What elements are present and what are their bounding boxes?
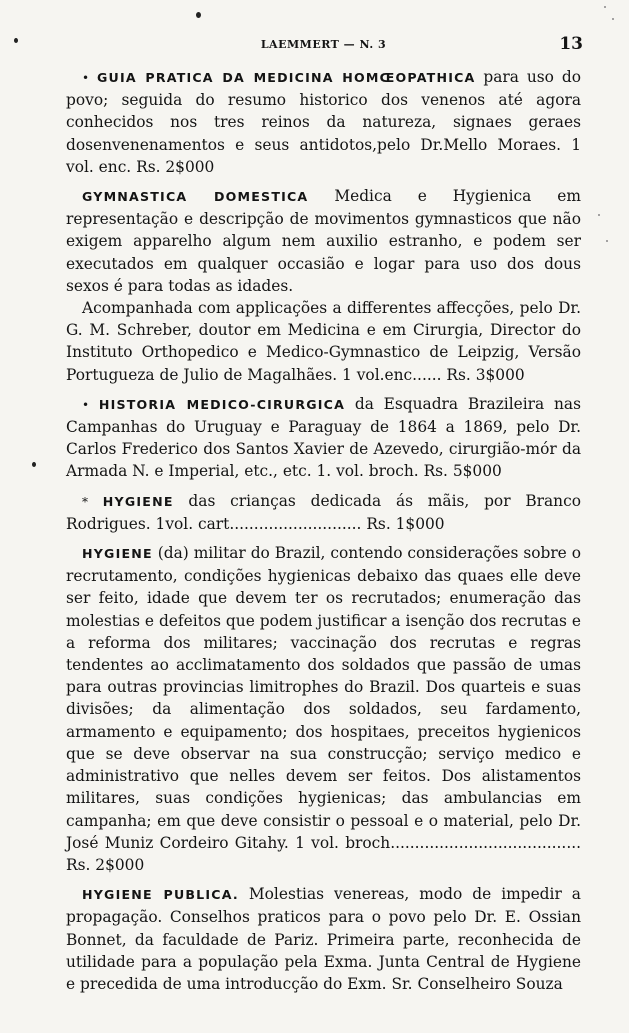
entry-heading: GUIA PRATICA DA MEDICINA HOMŒOPATHICA xyxy=(97,70,476,85)
speck xyxy=(606,240,608,242)
speck xyxy=(612,18,614,20)
catalog-entry xyxy=(66,542,581,876)
entry-heading: HISTORIA MEDICO-CIRURGICA xyxy=(98,396,346,412)
catalog-entry xyxy=(66,185,581,386)
entry-heading: HYGIENE xyxy=(82,546,153,562)
margin-dot-left xyxy=(14,38,18,43)
entry-price: Rs. 2$000 xyxy=(136,157,215,176)
book-page xyxy=(66,30,581,1002)
entry-price: Rs. 3$000 xyxy=(446,365,525,384)
catalog-entry xyxy=(66,883,581,995)
entry-price: Rs. 1$000 xyxy=(366,514,445,533)
catalog-entry xyxy=(66,490,581,535)
entry-body: Molestias venereas, modo de impedir a propagação. Conselhos praticos para o povo pelo Dr. E. Ossian Bonnet, da faculdade de Pariz. Primeira parte, reconhecida de utilidade para a população pela Exma. Junta Central de Hygiene e precedida de uma introducção do Exm. Sr. Conselheiro Souza xyxy=(66,885,581,993)
running-title: LAEMMERT — N. 3 xyxy=(260,38,387,51)
entry-heading: HYGIENE PUBLICA. xyxy=(82,887,239,903)
entry-price: Rs. 5$000 xyxy=(423,462,502,481)
page-header xyxy=(66,30,581,60)
entry-body: da Esquadra Brazileira nas Campanhas do Uruguay e Paraguay de 1864 a 1869, pelo Dr. Carlos Frederico dos Santos Xavier de Azevedo, cirurgião-mór da Armada N. e Imperial, etc., etc. 1. vol. broch. xyxy=(66,394,581,481)
entry-mark: • xyxy=(82,71,90,85)
speck xyxy=(598,214,600,216)
catalog-entry xyxy=(66,393,581,483)
entry-body-continued: Acompanhada com applicações a differentes affecções, pelo Dr. G. M. Schreber, doutor em Medicina e em Cirurgia, Director do Instituto Orthopedico e Medico-Gymnastico de Leipzig, Versão Portugueza de Julio de Magalhães. 1 vol.enc...... xyxy=(66,299,581,384)
entry-mark: * xyxy=(82,494,88,509)
catalog-entry xyxy=(66,66,581,178)
entry-body: (da) militar do Brazil, contendo considerações sobre o recrutamento, condições hygienicas debaixo das quaes elle deve ser feito, idade que devem ter os recrutados; enumeração das molestias e defeitos que podem justificar a isenção dos recrutas e a reforma dos militares; vaccinação dos recrutas e regras tendentes ao acclimatamento dos soldados que passão de umas para outras provincias limitrophes do Brazil. Dos quarteis e suas divisões; da alimentação dos soldados, seu fardamento, armamento e equipamento; dos hospitaes, preceitos hygienicos que se deve observar na sua construcção; serviço medico e administrativo que nelles devem ser feitos. Dos alistamentos militares, suas condições hygienicas; das ambulancias em campanha; em que deve consistir o pessoal e o material, pelo Dr. José Muniz Cordeiro Gitahy. 1 vol. broch....................................... xyxy=(66,544,581,852)
entry-mark: • xyxy=(82,397,90,412)
entry-price: Rs. 2$000 xyxy=(66,855,145,874)
speck xyxy=(604,6,606,8)
margin-dot-left-lower xyxy=(32,462,36,467)
margin-dot-top xyxy=(196,12,201,18)
entry-heading: HYGIENE xyxy=(102,493,174,509)
entry-body: Medica e Hygienica em representação e descripção de movimentos gymnasticos que não exigem apparelho algum nem auxilio estranho, e podem ser executados em qualquer occasião e logar para uso dos dous sexos é para todas as idades. xyxy=(66,187,581,295)
entry-body: das crianças dedicada ás mãis, por Branco Rodrigues. 1vol. cart........................... xyxy=(66,491,581,533)
page-number: 13 xyxy=(559,34,583,54)
entry-heading: GYMNASTICA DOMESTICA xyxy=(82,189,309,205)
entry-body: para uso do povo; seguida do resumo historico dos venenos até agora conhecidos nos tres reinos da natureza, signaes geraes dosenvenenamentos e seus antidotos,pelo Dr.Mello Moraes. 1 vol. enc. xyxy=(66,68,581,176)
